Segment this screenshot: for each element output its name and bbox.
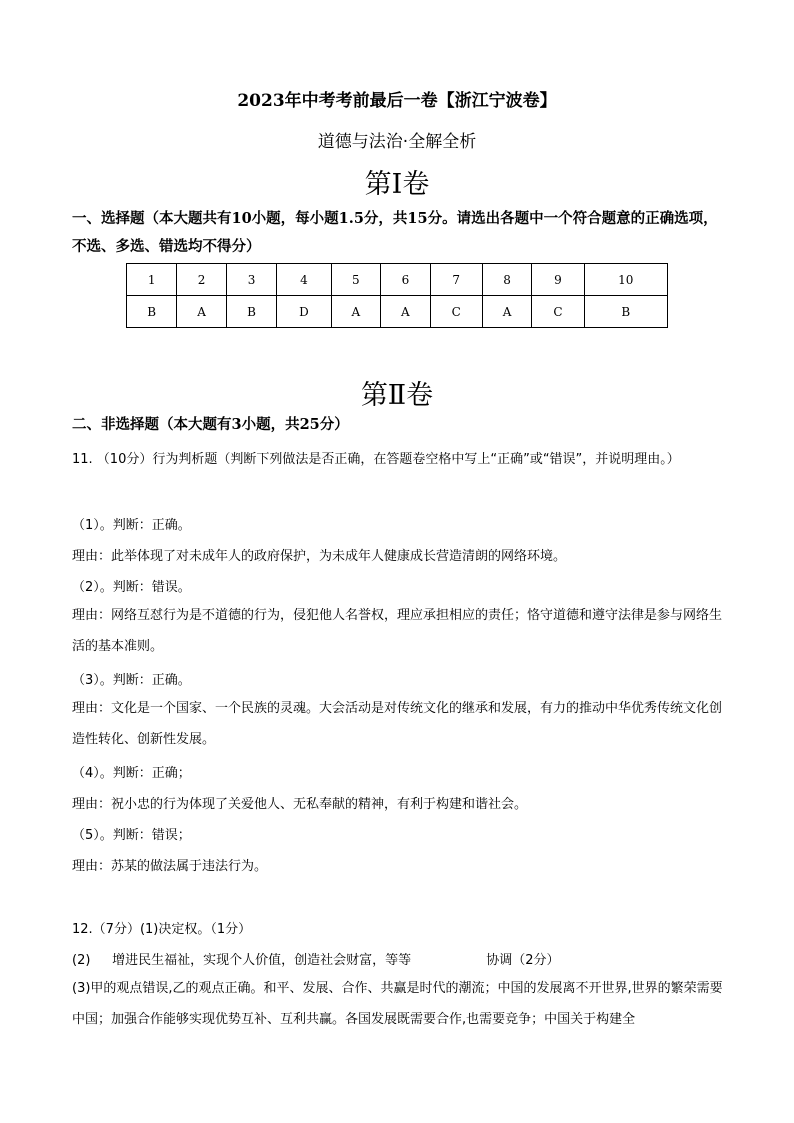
q11-judgment-4: （4）。判断：正确； [72, 766, 191, 781]
question-number: 10 [584, 264, 667, 296]
q11-judgment-5: （5）。判断：错误； [72, 828, 191, 843]
answer-choice: D [277, 296, 331, 328]
q12-answer-2-number: (2) [72, 953, 91, 968]
answer-choice: B [127, 296, 177, 328]
question-number: 5 [331, 264, 381, 296]
section-1-heading: 一、选择题（本大题共有10小题，每小题1.5分，共15分。请选出各题中一个符合题意的正确选项，不选、多选、错选均不得分） [72, 210, 718, 255]
question-number: 6 [381, 264, 431, 296]
q11-reason-3: 理由：文化是一个国家、一个民族的灵魂。大会活动是对传统文化的继承和发展，有力的推动中华优秀传统文化创造性转化、创新性发展。 [72, 701, 723, 747]
q12-answer-2-tail: 协调（2分） [486, 953, 560, 968]
volume-1-heading: 第Ⅰ卷 [364, 169, 430, 200]
q11-reason-2: 理由：网络互怼行为是不道德的行为，侵犯他人名誉权，理应承担相应的责任；恪守道德和遵守法律是参与网络生活的基本准则。 [72, 608, 723, 654]
question-number: 8 [482, 264, 532, 296]
question-number: 7 [430, 264, 482, 296]
answer-choice: B [226, 296, 276, 328]
answer-choice: B [584, 296, 667, 328]
q12-answer-2 [72, 949, 724, 968]
answer-table-number-row [127, 264, 668, 296]
document-title: 2023年中考考前最后一卷【浙江宁波卷】 [237, 91, 557, 111]
q11-stem: 11. （10分）行为判析题（判断下列做法是否正确，在答题卷空格中写上“正确”或“错误”，并说明理由。） [72, 452, 680, 467]
answer-choice: A [177, 296, 227, 328]
q11-reason-4: 理由：祝小忠的行为体现了关爱他人、无私奉献的精神，有利于构建和谐社会。 [72, 797, 528, 812]
question-number: 1 [127, 264, 177, 296]
volume-2-heading: 第Ⅱ卷 [360, 380, 434, 411]
section-2-heading: 二、非选择题（本大题有3小题，共25分） [72, 416, 349, 433]
answer-table [126, 263, 668, 328]
question-number: 4 [277, 264, 331, 296]
answer-choice: A [482, 296, 532, 328]
q12-answer-1: 12.（7分）(1)决定权。（1分） [72, 922, 252, 937]
q11-judgment-1: （1）。判断：正确。 [72, 518, 191, 533]
answer-choice: A [331, 296, 381, 328]
q11-reason-1: 理由：此举体现了对未成年人的政府保护，为未成年人健康成长营造清朗的网络环境。 [72, 549, 567, 564]
question-number: 9 [532, 264, 584, 296]
question-number: 2 [177, 264, 227, 296]
q12-answer-3: (3)甲的观点错误,乙的观点正确。和平、发展、合作、共赢是时代的潮流；中国的发展离不开世界,世界的繁荣需要中国；加强合作能够实现优势互补、互利共赢。各国发展既需要合作,也需要竞争；中国关于构建全 [72, 981, 723, 1027]
q11-judgment-2: （2）。判断：错误。 [72, 580, 191, 595]
answer-table-answer-row [127, 296, 668, 328]
question-number: 3 [226, 264, 276, 296]
answer-choice: A [381, 296, 431, 328]
q12-answer-2-text: 增进民生福祉，实现个人价值，创造社会财富，等等 [112, 953, 412, 968]
document-subtitle: 道德与法治·全解全析 [317, 132, 477, 152]
answer-choice: C [532, 296, 584, 328]
q11-reason-5: 理由：苏某的做法属于违法行为。 [72, 859, 268, 874]
q11-judgment-3: （3）。判断：正确。 [72, 673, 191, 688]
answer-choice: C [430, 296, 482, 328]
